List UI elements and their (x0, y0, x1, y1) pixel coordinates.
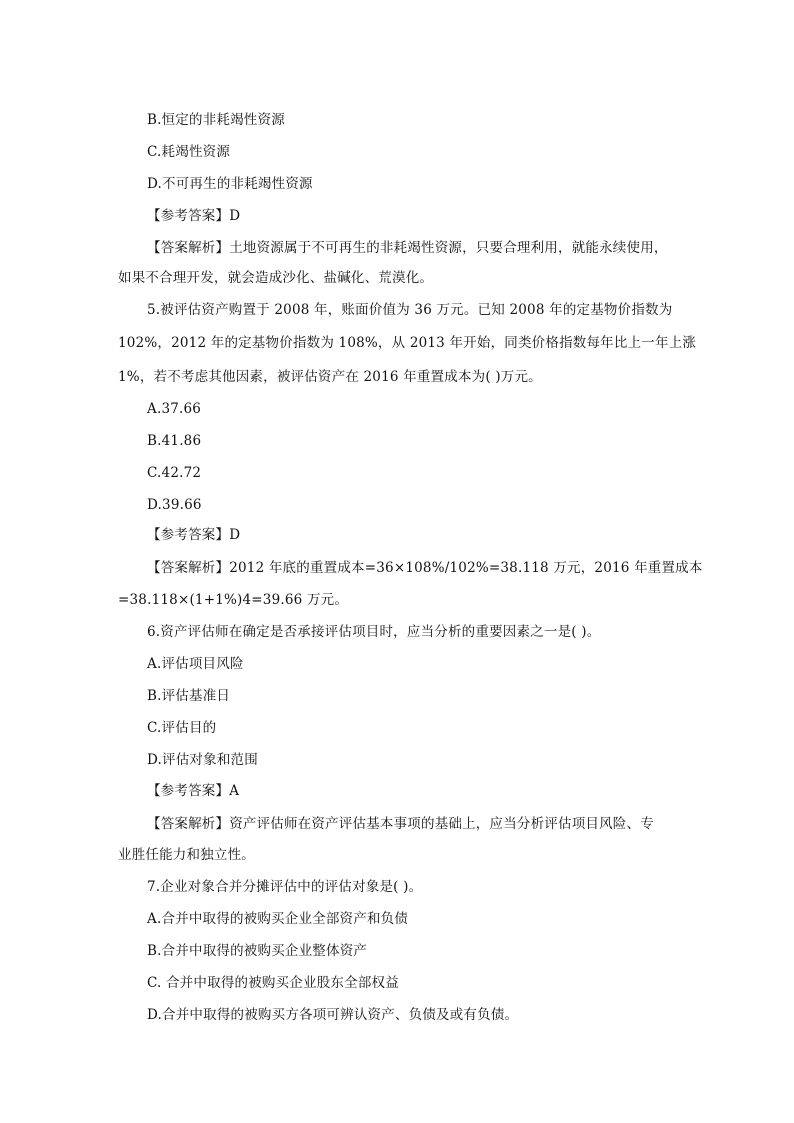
q6-option-b: B.评估基准日 (147, 688, 231, 704)
q5-stem-line-1: 5.被评估资产购置于 2008 年，账面价值为 36 万元。已知 2008 年的定基物价指数为 (147, 302, 673, 318)
q7-option-d: D.合并中取得的被购买方各项可辨认资产、负债及或有负债。 (147, 1007, 519, 1023)
q5-analysis-line-2: =38.118×(1+1%)4=39.66 万元。 (118, 592, 349, 608)
q5-analysis-line-1: 【答案解析】2012 年底的重置成本=36×108%/102%=38.118 万元，2016 年重置成本 (147, 560, 703, 576)
q4-analysis-line-2: 如果不合理开发，就会造成沙化、盐碱化、荒漠化。 (118, 270, 434, 286)
q5-option-c: C.42.72 (147, 465, 202, 481)
q6-option-c: C.评估目的 (147, 720, 217, 736)
q6-answer: 【参考答案】A (147, 783, 240, 799)
q5-answer: 【参考答案】D (147, 527, 241, 543)
q6-option-a: A.评估项目风险 (147, 656, 244, 672)
q4-option-b: B.恒定的非耗竭性资源 (147, 112, 285, 128)
q5-option-a: A.37.66 (147, 401, 202, 417)
q5-stem-line-3: 1%，若不考虑其他因素，被评估资产在 2016 年重置成本为( )万元。 (118, 369, 542, 385)
q7-option-a: A.合并中取得的被购买企业全部资产和负债 (147, 911, 409, 927)
q5-option-b: B.41.86 (147, 433, 202, 449)
q6-analysis-line-2: 业胜任能力和独立性。 (118, 847, 255, 863)
q6-stem: 6.资产评估师在确定是否承接评估项目时，应当分析的重要因素之一是( )。 (147, 624, 601, 640)
q4-option-d: D.不可再生的非耗竭性资源 (147, 176, 313, 192)
q5-option-d: D.39.66 (147, 497, 202, 513)
q6-option-d: D.评估对象和范围 (147, 752, 258, 768)
q6-analysis-line-1: 【答案解析】资产评估师在资产评估基本事项的基础上，应当分析评估项目风险、专 (147, 816, 654, 832)
q7-option-c: C. 合并中取得的被购买企业股东全部权益 (147, 975, 399, 991)
q7-stem: 7.企业对象合并分摊评估中的评估对象是( )。 (147, 879, 423, 895)
q4-analysis-line-1: 【答案解析】土地资源属于不可再生的非耗竭性资源，只要合理利用，就能永续使用， (147, 240, 668, 256)
q7-option-b: B.合并中取得的被购买企业整体资产 (147, 943, 368, 959)
q4-option-c: C.耗竭性资源 (147, 144, 231, 160)
q4-answer: 【参考答案】D (147, 208, 241, 224)
q5-stem-line-2: 102%，2012 年的定基物价指数为 108%，从 2013 年开始，同类价格指数每年比上一年上涨 (118, 335, 697, 351)
